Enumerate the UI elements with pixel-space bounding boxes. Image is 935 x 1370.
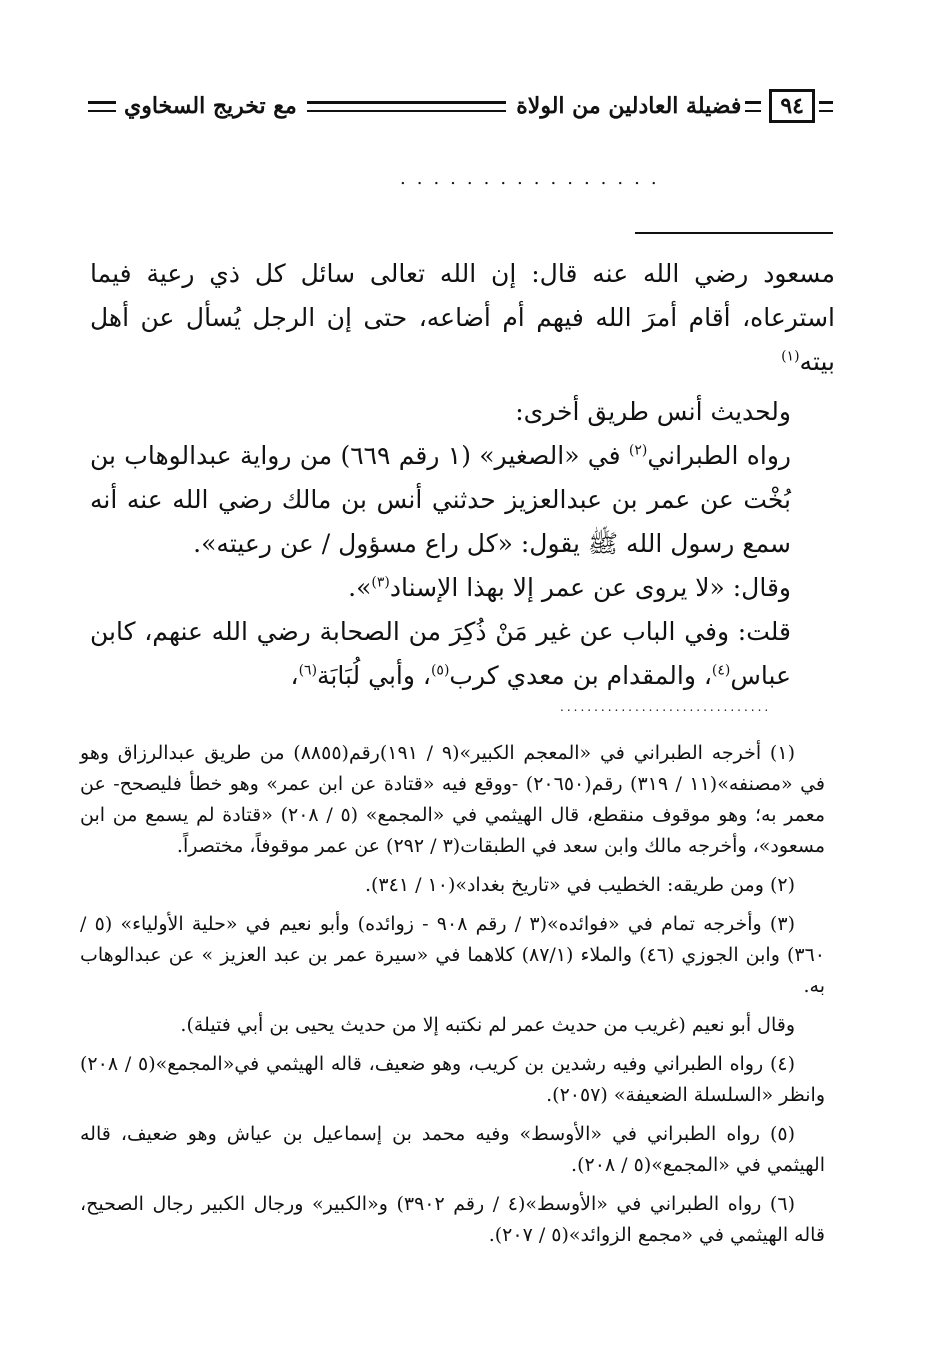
paragraph: وقال: «لا يروى عن عمر إلا بهذا الإسناد$^{(٣)}$». — [348, 573, 791, 602]
header-rule — [88, 101, 116, 112]
header-rule — [307, 101, 506, 112]
footnote-1: (١) أخرجه الطبراني في «المعجم الكبير»(٩ / ١٩١)رقم(٨٨٥٥) من طريق عبدالرزاق وهو في «مصنفه»(١١ / ٣١٩) رقم(٢٠٦٥٠) -ووقع فيه «قتادة عن ابن عمر» وهو خطأ فليصحح- عن معمر به؛ وهو موقوف منقطع، قال الهيثمي في «المجمع» (٥ / ٢٠٨) «قتادة لم يسمع من ابن مسعود»، وأخرجه مالك وابن سعد في الطبقات(٣ / ٢٩٢) عن عمر موقوفاً، مختصراً. — [80, 742, 826, 857]
footnote-ref: (٦) — [298, 662, 318, 679]
footnote-ref: (٤) — [711, 662, 731, 679]
book-title: فضيلة العادلين من الولاة — [516, 93, 742, 119]
footnote-ref: (٥) — [430, 662, 450, 679]
footnote-2: (٢) ومن طريقه: الخطيب في «تاريخ بغداد»(١٠ / ٣٤١). — [364, 874, 795, 896]
separator-line — [635, 232, 833, 234]
page-header — [88, 86, 833, 126]
ellipsis-dots: ................ — [400, 168, 668, 189]
paragraph: رواه الطبراني$^{(٢)}$ في «الصغير» (١ رقم ٦٦٩) من رواية عبدالوهاب بن بُخْت عن عمر بن عبدالعزيز حدثني أنس بن مالك رضي الله عنه أنه سمع رسول الله ﷺ يقول: «كل راع مسؤول / عن رعيته». — [90, 441, 791, 558]
footnote-ref: (٣) — [371, 574, 390, 591]
paragraph: مسعود رضي الله عنه قال: إن الله تعالى سائل كل ذي رعية فيما استرعاه، أقام أمرَ الله فيهم أم أضاعه، حتى إن الرجل يُسأل عن أهل بيته$^{(١)}$ — [90, 259, 835, 376]
footnotes — [80, 738, 825, 1259]
footnote-4: (٤) رواه الطبراني وفيه رشدين بن كريب، وهو ضعيف، قاله الهيثمي في«المجمع»(٥ / ٢٠٨) وانظر «السلسلة الضعيفة» (٢٠٥٧). — [80, 1053, 825, 1106]
footnote-6: (٦) رواه الطبراني في «الأوسط»(٤ / رقم ٣٩٠٢) و«الكبير» ورجال الكبير رجال الصحيح، قاله الهيثمي في «مجمع الزوائد»(٥ / ٢٠٧). — [80, 1193, 825, 1246]
header-rule — [819, 101, 833, 112]
book-subtitle: مع تخريج السخاوي — [124, 93, 297, 119]
header-rule — [745, 101, 761, 112]
main-text — [90, 252, 835, 698]
footnote-ref: (١) — [781, 348, 800, 365]
paragraph: قلت: وفي الباب عن غير مَنْ ذُكِرَ من الصحابة رضي الله عنهم، كابن عباس$^{(٤)}$، والمقدام بن معدي كرب$^{(٥)}$، وأبي لُبَابَة$^{(٦)}$، — [90, 617, 791, 690]
footnote-3-note: وقال أبو نعيم (غريب من حديث عمر لم نكتبه إلا من حديث يحيى بن أبي فتيلة). — [180, 1014, 795, 1036]
footnote-5: (٥) رواه الطبراني في «الأوسط» وفيه محمد بن إسماعيل بن عياش وهو ضعيف، قاله الهيثمي في «المجمع»(٥ / ٢٠٨). — [80, 1123, 825, 1176]
page-number: ٩٤ — [769, 89, 815, 123]
footnote-3: (٣) وأخرجه تمام في «فوائده»(٣ / رقم ٩٠٨ - زوائده) وأبو نعيم في «حلية الأولياء» (٥ / ٣٦٠) وابن الجوزي (٤٦) والملاء (٨٧/١) كلاهما في «سيرة عمر بن عبد العزيز » عن عبدالوهاب به. — [80, 913, 825, 997]
footnote-ref: (٢) — [628, 442, 648, 459]
paragraph: ولحديث أنس طريق أخرى: — [515, 397, 791, 426]
footnote-separator: ............................... — [560, 700, 772, 714]
